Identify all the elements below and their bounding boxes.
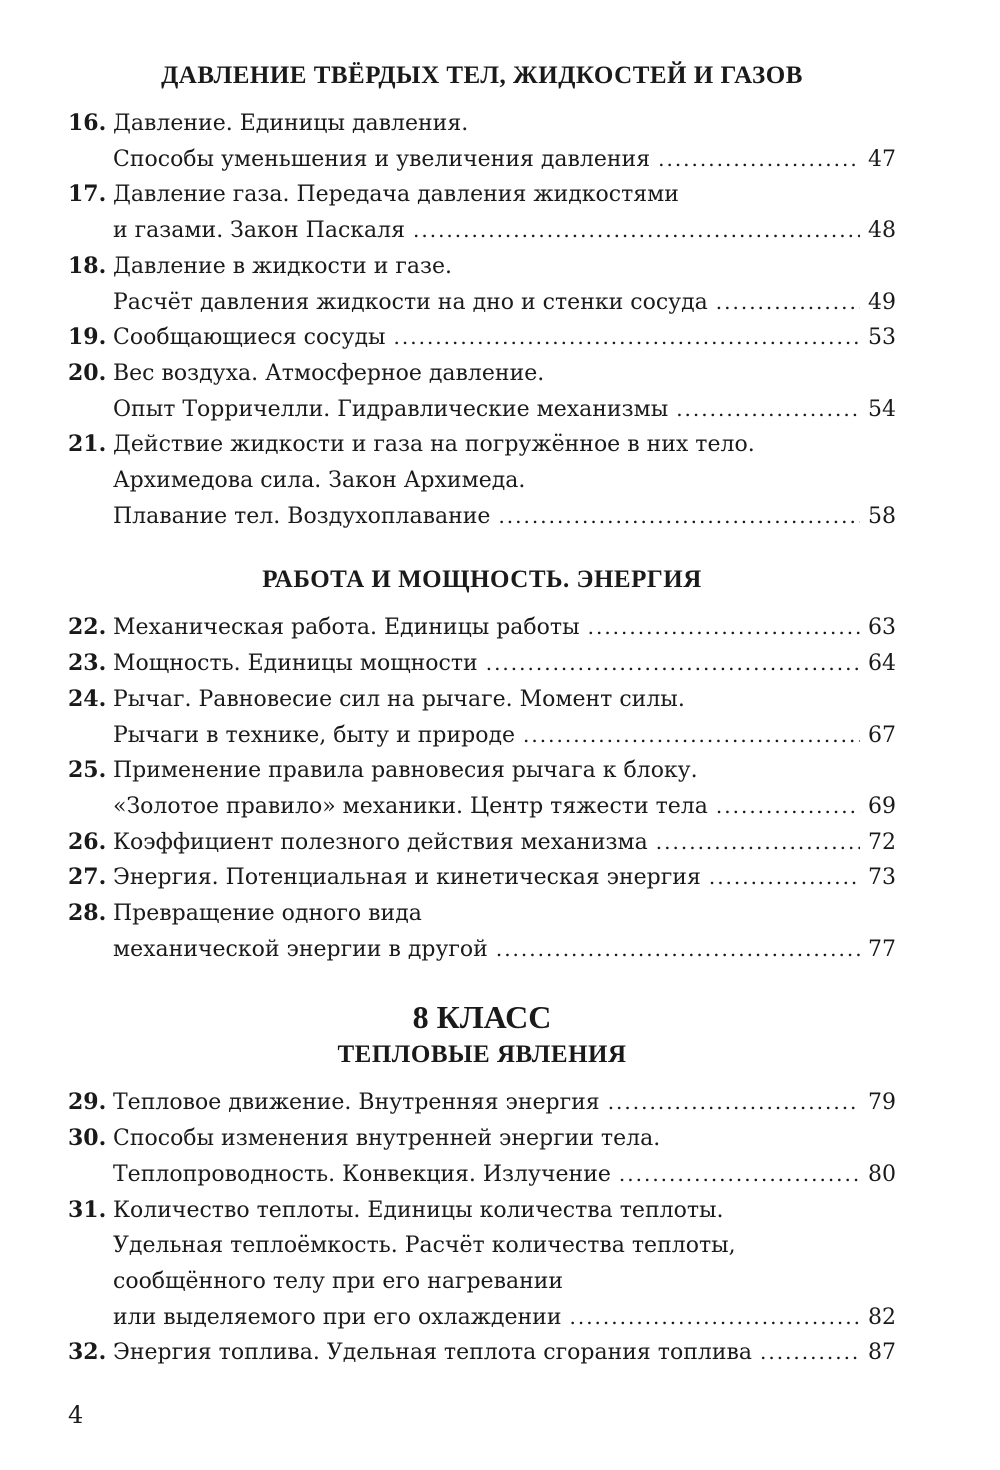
entry-title-line: Превращение одного вида (113, 901, 422, 927)
toc-entry[interactable] (68, 1121, 896, 1192)
entry-last-line (113, 860, 896, 896)
entry-title-line: или выделяемого при его охлаждении (113, 1304, 562, 1330)
entry-page-number: 47 (868, 146, 896, 172)
entry-number: 29. (68, 1089, 107, 1116)
dot-leader (394, 320, 860, 356)
entry-last-line (113, 1085, 896, 1121)
entry-title-line: и газами. Закон Паскаля (113, 218, 405, 244)
section-title: ДАВЛЕНИЕ ТВЁРДЫХ ТЕЛ, ЖИДКОСТЕЙ И ГАЗОВ (161, 62, 803, 89)
entry-title-line: Теплопроводность. Конвекция. Излучение (113, 1161, 611, 1187)
entry-last-line (113, 499, 896, 535)
entry-title-line: Энергия топлива. Удельная теплота сгорания топлива (113, 1340, 752, 1366)
entry-page-number: 63 (868, 615, 896, 641)
entry-number: 20. (68, 359, 107, 386)
entry-page-number: 54 (868, 396, 896, 422)
entry-last-line (113, 646, 896, 682)
entry-page-number: 48 (868, 218, 896, 244)
toc-entry[interactable] (68, 1085, 896, 1121)
entry-title-line: Применение правила равновесия рычага к блоку. (113, 758, 698, 784)
entry-last-line (113, 932, 896, 968)
entry-number: 16. (68, 110, 107, 136)
dot-leader (486, 646, 860, 682)
entry-page-number: 82 (868, 1304, 896, 1330)
table-of-contents (68, 58, 896, 1371)
entry-title-line: Механическая работа. Единицы работы (113, 615, 580, 641)
entry-title-line: Опыт Торричелли. Гидравлические механизмы (113, 396, 669, 422)
entry-title-line: Рычаги в технике, быту и природе (113, 722, 516, 748)
entry-last-line (113, 1300, 896, 1336)
entry-title-line: Количество теплоты. Единицы количества теплоты. (113, 1197, 724, 1223)
entry-title-line: Способы уменьшения и увеличения давления (113, 146, 651, 172)
entry-last-line (113, 1335, 896, 1371)
dot-leader (523, 718, 860, 754)
entry-page-number: 72 (868, 829, 896, 855)
entry-last-line (113, 213, 896, 249)
entry-page-number: 77 (868, 936, 896, 962)
toc-entry[interactable] (68, 860, 896, 896)
entry-number: 21. (68, 431, 107, 458)
entry-number: 17. (68, 181, 107, 208)
entry-page-number: 58 (868, 503, 896, 529)
toc-entry[interactable] (68, 646, 896, 682)
entry-title-line: Давление газа. Передача давления жидкостями (113, 182, 679, 208)
entry-number: 31. (68, 1196, 107, 1223)
dot-leader (658, 142, 860, 178)
entry-number: 18. (68, 252, 107, 279)
toc-entry[interactable] (68, 427, 896, 534)
toc-entry[interactable] (68, 177, 896, 248)
toc-entry[interactable] (68, 682, 896, 753)
entry-number: 27. (68, 864, 107, 891)
page-number: 4 (68, 1401, 84, 1429)
entry-page-number: 67 (868, 722, 896, 748)
entry-last-line (113, 610, 896, 646)
entry-title-line: Сообщающиеся сосуды (113, 325, 386, 351)
dot-leader (608, 1085, 860, 1121)
dot-leader (716, 789, 860, 825)
entry-title-line: Коэффициент полезного действия механизма (113, 829, 648, 855)
toc-entry[interactable] (68, 825, 896, 861)
dot-leader (413, 213, 860, 249)
entry-title-line: Плавание тел. Воздухоплавание (113, 503, 491, 529)
dot-leader (498, 499, 860, 535)
dot-leader (709, 860, 860, 896)
entry-page-number: 80 (868, 1161, 896, 1187)
entry-title-line: Мощность. Единицы мощности (113, 651, 478, 677)
entry-number: 22. (68, 614, 107, 641)
entry-last-line (113, 789, 896, 825)
entry-title-line: «Золотое правило» механики. Центр тяжести тела (113, 793, 708, 819)
entry-title-line: Давление в жидкости и газе. (113, 253, 453, 279)
entry-number: 28. (68, 900, 107, 927)
entry-last-line (113, 392, 896, 428)
entry-number: 30. (68, 1125, 107, 1152)
entry-page-number: 64 (868, 651, 896, 677)
toc-entry[interactable] (68, 1193, 896, 1336)
dot-leader (588, 610, 860, 646)
section-title: ТЕПЛОВЫЕ ЯВЛЕНИЯ (337, 1041, 627, 1069)
entry-last-line (113, 142, 896, 178)
dot-leader (656, 825, 860, 861)
entry-last-line (113, 285, 896, 321)
toc-entry[interactable] (68, 610, 896, 646)
entry-title-line: Энергия. Потенциальная и кинетическая энергия (113, 865, 701, 891)
entry-title-line: Способы изменения внутренней энергии тела. (113, 1126, 661, 1152)
entry-title-line: Тепловое движение. Внутренняя энергия (113, 1090, 600, 1116)
entry-page-number: 87 (868, 1340, 896, 1366)
toc-entry[interactable] (68, 753, 896, 824)
entry-number: 24. (68, 685, 107, 712)
entry-page-number: 69 (868, 793, 896, 819)
dot-leader (569, 1300, 860, 1336)
entry-title-line: Удельная теплоёмкость. Расчёт количества теплоты, (113, 1233, 736, 1259)
entry-page-number: 53 (868, 325, 896, 351)
entry-title-line: Архимедова сила. Закон Архимеда. (113, 468, 526, 494)
dot-leader (619, 1157, 860, 1193)
dot-leader (676, 392, 860, 428)
entry-title-line: Давление. Единицы давления. (113, 111, 469, 136)
entry-last-line (113, 320, 896, 356)
entry-number: 25. (68, 757, 107, 784)
toc-entry[interactable] (68, 356, 896, 427)
grade-title: 8 КЛАСС (412, 999, 552, 1036)
entry-last-line (113, 1157, 896, 1193)
dot-leader (716, 285, 860, 321)
toc-entry[interactable] (68, 1335, 896, 1371)
entry-title-line: сообщённого телу при его нагревании (113, 1268, 564, 1294)
entry-number: 19. (68, 324, 107, 351)
entry-title-line: Расчёт давления жидкости на дно и стенки сосуда (113, 289, 708, 315)
toc-entry[interactable] (68, 106, 896, 177)
entry-page-number: 79 (868, 1090, 896, 1116)
entry-title-line: Вес воздуха. Атмосферное давление. (113, 360, 545, 386)
entry-title-line: Действие жидкости и газа на погружённое в них тело. (113, 432, 755, 458)
toc-entry[interactable] (68, 249, 896, 320)
entry-title-line: механической энергии в другой (113, 936, 488, 962)
entry-number: 26. (68, 828, 107, 855)
entry-number: 23. (68, 650, 107, 677)
dot-leader (496, 932, 860, 968)
section-title: РАБОТА И МОЩНОСТЬ. ЭНЕРГИЯ (262, 566, 702, 594)
toc-entry[interactable] (68, 320, 896, 356)
dot-leader (760, 1335, 860, 1371)
entry-page-number: 49 (868, 289, 896, 315)
entry-title-line: Рычаг. Равновесие сил на рычаге. Момент силы. (113, 686, 685, 712)
entry-last-line (113, 718, 896, 754)
toc-entry[interactable] (68, 896, 896, 967)
entry-number: 32. (68, 1339, 107, 1366)
entry-last-line (113, 825, 896, 861)
entry-page-number: 73 (868, 865, 896, 891)
